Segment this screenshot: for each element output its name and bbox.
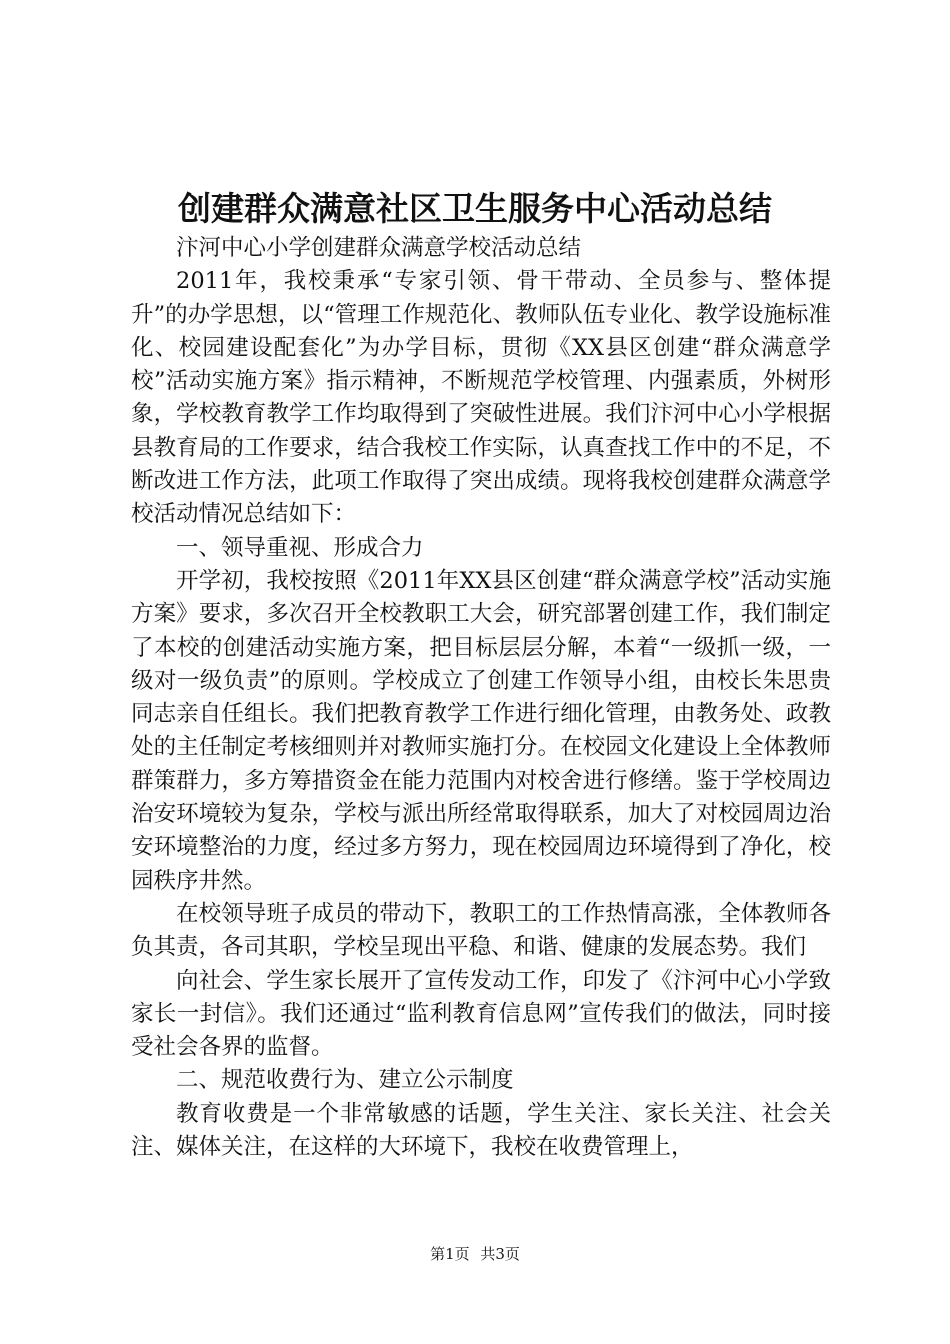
document-title: 创建群众满意社区卫生服务中心活动总结 — [178, 189, 772, 228]
paragraph-section-2: 教育收费是一个非常敏感的话题，学生关注、家长关注、社会关注、媒体关注，在这样的大环境下，我校在收费管理上， — [131, 1100, 831, 1161]
paragraph-publicity: 向社会、学生家长展开了宣传发动工作，印发了《汴河中心小学致家长一封信》。我们还通过“监利教育信息网”宣传我们的做法，同时接受社会各界的监督。 — [131, 967, 831, 1061]
document-body — [131, 232, 831, 1164]
section-heading-2: 二、规范收费行为、建立公示制度 — [176, 1067, 514, 1094]
paragraph-intro: 2011年，我校秉承“专家引领、骨干带动、全员参与、整体提升”的办学思想，以“管理工作规范化、教师队伍专业化、教学设施标准化、校园建设配套化”为办学目标，贯彻《XX县区创建“群众满意学校”活动实施方案》指示精神，不断规范学校管理、内强素质，外树形象，学校教育教学工作均取得到了突破性进展。我们汴河中心小学根据县教育局的工作要求，结合我校工作实际，认真查找工作中的不足，不断改进工作方法，此项工作取得了突出成绩。现将我校创建群众满意学校活动情况总结如下： — [131, 268, 831, 528]
section-heading-1: 一、领导重视、形成合力 — [176, 534, 424, 561]
page-footer — [0, 1243, 950, 1265]
page-total: 共3页 — [480, 1245, 520, 1263]
paragraph-section-1: 开学初，我校按照《2011年XX县区创建“群众满意学校”活动实施方案》要求，多次召开全校教职工大会，研究部署创建工作，我们制定了本校的创建活动实施方案，把目标层层分解，本着“一级抓一级，一级对一级负责”的原则。学校成立了创建工作领导小组，由校长朱思贵同志亲自任组长。我们把教育教学工作进行细化管理，由教务处、政教处的主任制定考核细则并对教师实施打分。在校园文化建设上全体教师群策群力，多方筹措资金在能力范围内对校舍进行修缮。鉴于学校周边治安环境较为复杂，学校与派出所经常取得联系，加大了对校园周边治安环境整治的力度，经过多方努力，现在校园周边环境得到了净化，校园秩序井然。 — [131, 567, 831, 894]
page-number: 第1页 — [430, 1245, 470, 1263]
paragraph-leadership: 在校领导班子成员的带动下，教职工的工作热情高涨，全体教师各负其责，各司其职，学校呈现出平稳、和谐、健康的发展态势。我们 — [131, 900, 831, 961]
paragraph-subtitle: 汴河中心小学创建群众满意学校活动总结 — [176, 235, 582, 261]
